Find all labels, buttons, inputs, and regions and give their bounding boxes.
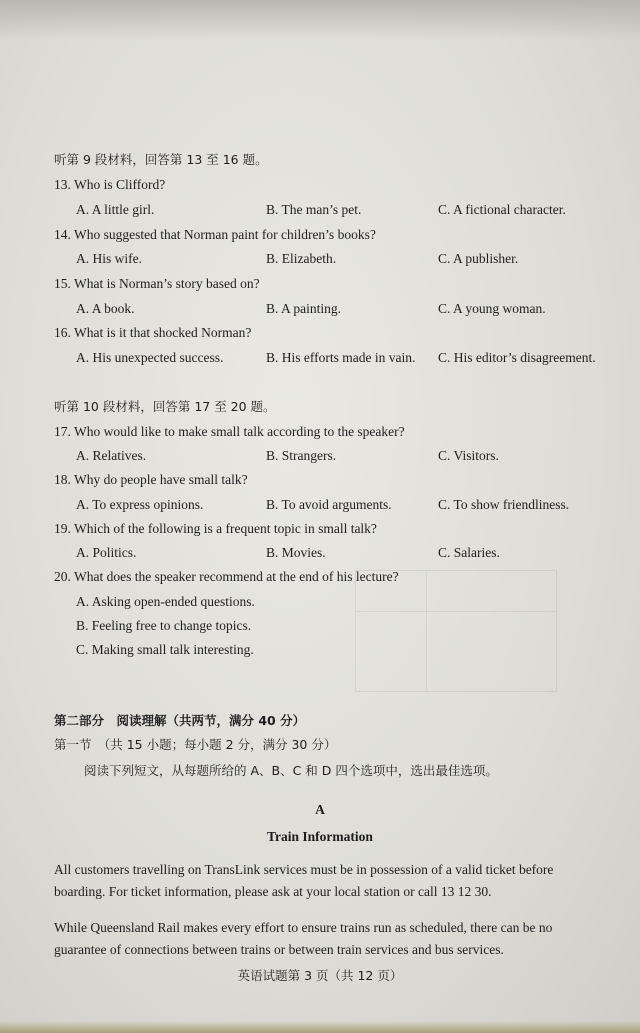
question-16-option-a: A. His unexpected success.	[76, 350, 224, 365]
question-15-option-a: A. A book.	[76, 301, 135, 316]
question-14-stem: 14. Who suggested that Norman paint for children’s books?	[54, 227, 376, 242]
question-16-option-b: B. His efforts made in vain.	[266, 350, 416, 365]
question-19-option-c: C. Salaries.	[438, 545, 500, 560]
passage-paragraph-1-line-1: All customers travelling on TransLink services must be in possession of a valid ticket before	[54, 862, 554, 877]
question-14-option-a: A. His wife.	[76, 251, 142, 266]
question-17-option-a: A. Relatives.	[76, 448, 147, 463]
question-18-option-b: B. To avoid arguments.	[266, 497, 392, 512]
bleed-through-table	[355, 570, 557, 692]
subsection-title: 第一节 （共 15 小题；每小题 2 分，满分 30 分）	[54, 737, 337, 752]
question-20-option-b: B. Feeling free to change topics.	[76, 618, 252, 633]
question-14-option-b: B. Elizabeth.	[266, 251, 337, 266]
page-top-shadow	[0, 0, 640, 40]
question-13-option-c: C. A fictional character.	[438, 202, 566, 217]
question-15-option-c: C. A young woman.	[438, 301, 546, 316]
question-20-option-c: C. Making small talk interesting.	[76, 642, 254, 657]
question-13-stem: 13. Who is Clifford?	[54, 177, 166, 192]
passage-title: Train Information	[267, 829, 373, 844]
question-17-stem: 17. Who would like to make small talk according to the speaker?	[54, 424, 405, 439]
question-13-option-a: A. A little girl.	[76, 202, 155, 217]
question-19-option-a: A. Politics.	[76, 545, 137, 560]
section-10-header: 听第 10 段材料，回答第 17 至 20 题。	[54, 399, 276, 414]
question-13-option-b: B. The man’s pet.	[266, 202, 362, 217]
passage-paragraph-2-line-1: While Queensland Rail makes every effort to ensure trains run as scheduled, there can be no	[54, 920, 553, 935]
passage-paragraph-1-line-2: boarding. For ticket information, please ask at your local station or call 13 12 30.	[54, 884, 492, 899]
question-19-stem: 19. Which of the following is a frequent topic in small talk?	[54, 521, 377, 536]
question-18-option-a: A. To express opinions.	[76, 497, 204, 512]
question-18-option-c: C. To show friendliness.	[438, 497, 570, 512]
page-footer: 英语试题第 3 页（共 12 页）	[237, 968, 403, 983]
question-20-stem: 20. What does the speaker recommend at the end of his lecture?	[54, 569, 399, 584]
reading-instruction: 阅读下列短文，从每题所给的 A、B、C 和 D 四个选项中，选出最佳选项。	[84, 763, 498, 778]
question-17-option-c: C. Visitors.	[438, 448, 499, 463]
question-16-option-c: C. His editor’s disagreement.	[438, 350, 596, 365]
part-2-title: 第二部分 阅读理解（共两节，满分 40 分）	[54, 713, 306, 728]
section-9-header: 听第 9 段材料，回答第 13 至 16 题。	[54, 152, 268, 167]
question-19-option-b: B. Movies.	[266, 545, 326, 560]
question-16-stem: 16. What is it that shocked Norman?	[54, 325, 252, 340]
question-20-option-a: A. Asking open-ended questions.	[76, 594, 255, 609]
question-15-stem: 15. What is Norman’s story based on?	[54, 276, 260, 291]
question-14-option-c: C. A publisher.	[438, 251, 519, 266]
page-bottom-edge	[0, 1021, 640, 1033]
question-17-option-b: B. Strangers.	[266, 448, 337, 463]
question-18-stem: 18. Why do people have small talk?	[54, 472, 248, 487]
question-15-option-b: B. A painting.	[266, 301, 342, 316]
passage-letter: A	[315, 802, 325, 817]
passage-paragraph-2-line-2: guarantee of connections between trains or between train services and bus services.	[54, 942, 504, 957]
